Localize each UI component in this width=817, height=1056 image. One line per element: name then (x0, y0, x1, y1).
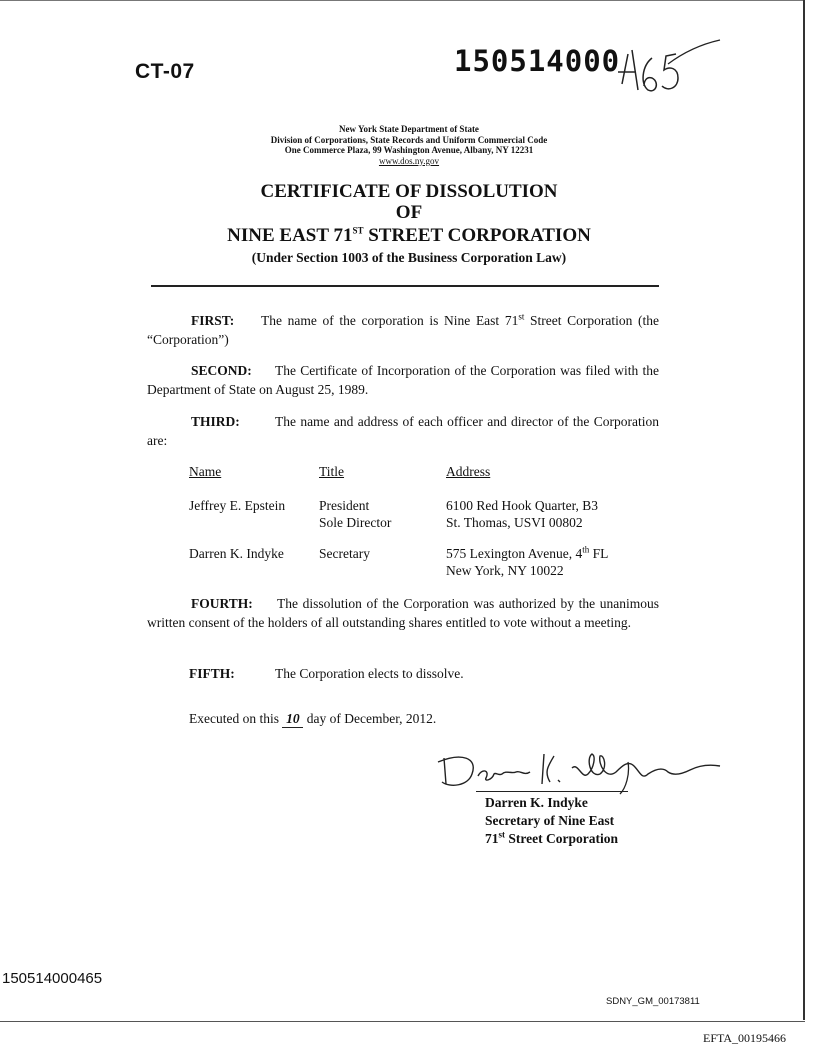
article-fifth (147, 664, 659, 683)
header-name: Name (189, 464, 222, 479)
article-second (147, 361, 659, 399)
article-first (147, 311, 659, 349)
efta-number: EFTA_00195466 (703, 1031, 787, 1045)
filing-number: 150514000 (454, 44, 621, 78)
article-fourth-text: The dissolution of the Corporation was authorized by the unanimous written consent of the holders of all outstanding shares entitled to vote without a meeting. (147, 596, 659, 630)
article-second-text: The Certificate of Incorporation of the Corporation was filed with the Department of State on August 25, 1989. (147, 363, 659, 397)
article-fifth-text: The Corporation elects to dissolve. (275, 666, 464, 681)
page-top-border (0, 0, 805, 1)
agency-url: www.dos.ny.gov (378, 155, 440, 166)
signature (432, 744, 722, 801)
article-third (147, 412, 659, 450)
title-subtitle: (Under Section 1003 of the Business Corporation Law) (251, 250, 567, 265)
article-fourth-label: FOURTH: (191, 596, 253, 611)
agency-header (200, 124, 618, 166)
article-first-label: FIRST: (191, 313, 235, 328)
article-fifth-label: FIFTH: (189, 666, 235, 681)
officer-title-2: Sole Director (319, 515, 392, 530)
officer-title: President (319, 498, 370, 513)
header-title: Title (319, 464, 345, 479)
article-third-label: THIRD: (191, 414, 240, 429)
signer-role: Secretary of Nine East (485, 813, 615, 828)
title-line-2: OF (395, 202, 423, 223)
signer-name: Darren K. Indyke (485, 795, 588, 810)
title-line-1: CERTIFICATE OF DISSOLUTION (260, 181, 558, 202)
form-code: CT-07 (135, 60, 195, 83)
article-third-text: The name and address of each officer and director of the Corporation are: (147, 414, 659, 448)
execution-day: 10 (282, 711, 303, 728)
officer-title: Secretary (319, 546, 370, 561)
division-name: Division of Corporations, State Records and Uniform Commercial Code (270, 134, 548, 145)
officer-address-line-1: 6100 Red Hook Quarter, B3 (446, 498, 599, 513)
signature-line (476, 791, 628, 792)
article-second-label: SECOND: (191, 363, 252, 378)
page-right-border (803, 0, 805, 1020)
handwritten-465-mark (614, 32, 724, 102)
officer-address-line-2: St. Thomas, USVI 00802 (446, 515, 583, 530)
handwritten-signature (432, 744, 722, 796)
title-divider (151, 285, 659, 287)
article-fourth (147, 594, 659, 632)
page-bottom-border (0, 1021, 805, 1022)
officer-name: Jeffrey E. Epstein (189, 498, 286, 513)
signer-block (485, 794, 618, 848)
agency-address: One Commerce Plaza, 99 Washington Avenue, Albany, NY 12231 (284, 145, 534, 155)
bates-number: SDNY_GM_00173811 (606, 996, 700, 1007)
officer-address-line-1: 575 Lexington Avenue, 4th FL (446, 544, 609, 561)
corporation-name-title: NINE EAST 71ST STREET CORPORATION (227, 225, 591, 246)
barcode-number: 150514000465 (2, 970, 103, 987)
execution-line: Executed on this 10 day of December, 2012. (189, 711, 437, 726)
officer-address-line-2: New York, NY 10022 (446, 563, 564, 578)
certificate-title (120, 181, 698, 267)
agency-name: New York State Department of State (339, 124, 479, 134)
officer-name: Darren K. Indyke (189, 546, 284, 561)
handwritten-filing-suffix (614, 32, 724, 107)
header-address: Address (446, 464, 491, 479)
signer-company: 71st Street Corporation (485, 829, 618, 846)
article-first-text: The name of the corporation is Nine East 71st Street Corporation (the “Corporation”) (147, 311, 659, 347)
